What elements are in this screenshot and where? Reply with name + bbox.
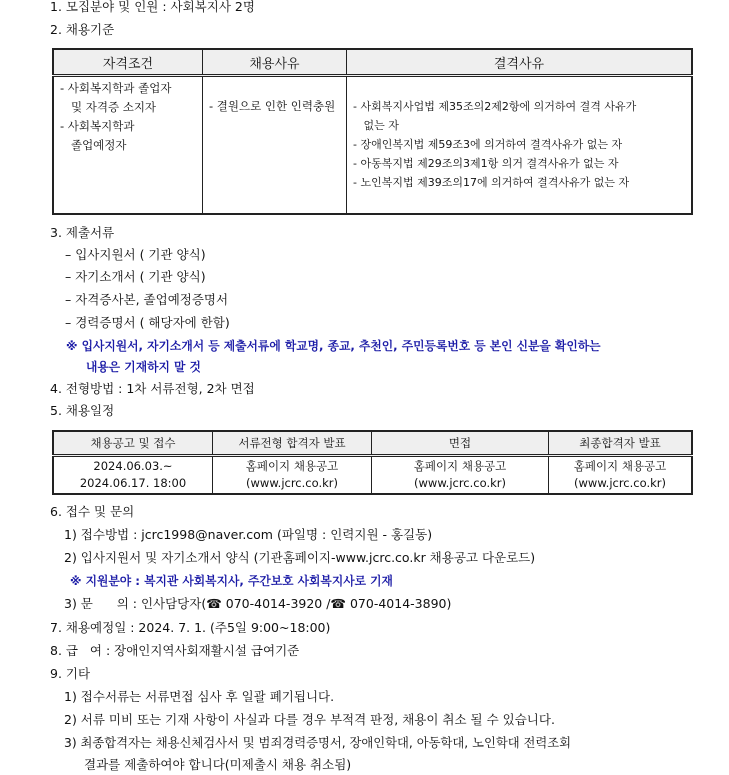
schedule-line: 홈페이지 채용공고 bbox=[573, 459, 667, 473]
document-item: – 자기소개서 ( 기관 양식) bbox=[65, 269, 206, 284]
field-notice: ※ 지원분야 : 복지관 사회복지사, 주간보호 사회복지사로 기재 bbox=[70, 574, 393, 588]
etc-line: 1) 접수서류는 서류면접 심사 후 일괄 폐기됩니다. bbox=[64, 689, 335, 704]
schedule-cell bbox=[53, 456, 213, 495]
schedule-line: (www.jcrc.co.kr) bbox=[246, 476, 338, 490]
apply-method: 1) 접수방법 : jcrc1998@naver.com (파일명 : 인력지원 - 홍길동) bbox=[64, 527, 433, 542]
disqualification-line: 없는 자 bbox=[353, 119, 399, 132]
section6-title: 6. 접수 및 문의 bbox=[50, 504, 135, 519]
submission-notice-cont: 내용은 기재하지 말 것 bbox=[86, 360, 201, 374]
reason-cell bbox=[203, 76, 347, 214]
disqualification-line: - 사회복지사업법 제35조의2제2항에 의거하여 결격 사유가 bbox=[353, 100, 637, 113]
header-reason: 채용사유 bbox=[203, 49, 347, 76]
reason-text: - 결원으로 인한 인력충원 bbox=[209, 99, 336, 113]
qualification-line: 및 자격증 소지자 bbox=[60, 100, 157, 114]
schedule-line: 2024.06.03.~ bbox=[93, 459, 173, 473]
disqualification-line: - 아동복지법 제29조의3제1항 의거 결격사유가 없는 자 bbox=[353, 157, 619, 170]
schedule-cell bbox=[213, 456, 372, 495]
schedule-line: 홈페이지 채용공고 bbox=[413, 459, 507, 473]
schedule-header: 최종합격자 발표 bbox=[549, 431, 693, 456]
disqualification-line: - 장애인복지법 제59조3에 의거하여 결격사유가 없는 자 bbox=[353, 138, 623, 151]
schedule-line: (www.jcrc.co.kr) bbox=[414, 476, 506, 490]
etc-line: 3) 최종합격자는 채용신체검사서 및 범죄경력증명서, 장애인학대, 아동학대, 노인학대 전력조회 bbox=[64, 736, 572, 750]
section1-title: 1. 모집분야 및 인원 : 사회복지사 2명 bbox=[50, 0, 255, 14]
schedule-header: 면접 bbox=[372, 431, 549, 456]
etc-line: 결과를 제출하여야 합니다(미제출시 채용 취소됨) bbox=[84, 757, 352, 772]
schedule-header: 채용공고 및 접수 bbox=[53, 431, 213, 456]
section8-title: 8. 급 여 : 장애인지역사회재활시설 급여기준 bbox=[50, 643, 300, 658]
schedule-header: 서류전형 합격자 발표 bbox=[213, 431, 372, 456]
section3-title: 3. 제출서류 bbox=[50, 225, 115, 240]
qualification-line: - 사회복지학과 bbox=[60, 119, 135, 133]
application-forms: 2) 입사지원서 및 자기소개서 양식 (기관홈페이지-www.jcrc.co.kr 채용공고 다운로드) bbox=[64, 550, 536, 565]
header-disqualification: 결격사유 bbox=[347, 49, 693, 76]
contact-info: 3) 문 의 : 인사담당자(☎ 070-4014-3920 /☎ 070-4014-3890) bbox=[64, 596, 452, 611]
schedule-line: 홈페이지 채용공고 bbox=[245, 459, 339, 473]
document-item: – 입사지원서 ( 기관 양식) bbox=[65, 247, 206, 262]
criteria-table bbox=[52, 48, 693, 215]
schedule-line: 2024.06.17. 18:00 bbox=[79, 476, 187, 490]
qualification-line: 졸업예정자 bbox=[60, 138, 127, 152]
section4-title: 4. 전형방법 : 1차 서류전형, 2차 면접 bbox=[50, 381, 255, 396]
disqualification-line: - 노인복지법 제39조의17에 의거하여 결격사유가 없는 자 bbox=[353, 176, 630, 189]
submission-notice: ※ 입사지원서, 자기소개서 등 제출서류에 학교명, 종교, 추천인, 주민등록번호 등 본인 신분을 확인하는 bbox=[66, 339, 601, 353]
header-qualification: 자격조건 bbox=[53, 49, 203, 76]
document-item: – 자격증사본, 졸업예정증명서 bbox=[65, 292, 229, 307]
section2-title: 2. 채용기준 bbox=[50, 22, 115, 37]
document-item: – 경력증명서 ( 해당자에 한함) bbox=[65, 315, 230, 330]
schedule-cell bbox=[549, 456, 693, 495]
schedule-line: (www.jcrc.co.kr) bbox=[574, 476, 666, 490]
schedule-table bbox=[52, 430, 693, 495]
schedule-cell bbox=[372, 456, 549, 495]
qualification-cell bbox=[53, 76, 203, 214]
section5-title: 5. 채용일정 bbox=[50, 403, 115, 418]
etc-line: 2) 서류 미비 또는 기재 사항이 사실과 다를 경우 부적격 판정, 채용이 취소 될 수 있습니다. bbox=[64, 712, 555, 727]
section7-title: 7. 채용예정일 : 2024. 7. 1. (주5일 9:00~18:00) bbox=[50, 620, 331, 635]
disqualification-cell bbox=[347, 76, 693, 214]
section9-title: 9. 기타 bbox=[50, 666, 91, 681]
qualification-line: - 사회복지학과 졸업자 bbox=[60, 81, 172, 95]
